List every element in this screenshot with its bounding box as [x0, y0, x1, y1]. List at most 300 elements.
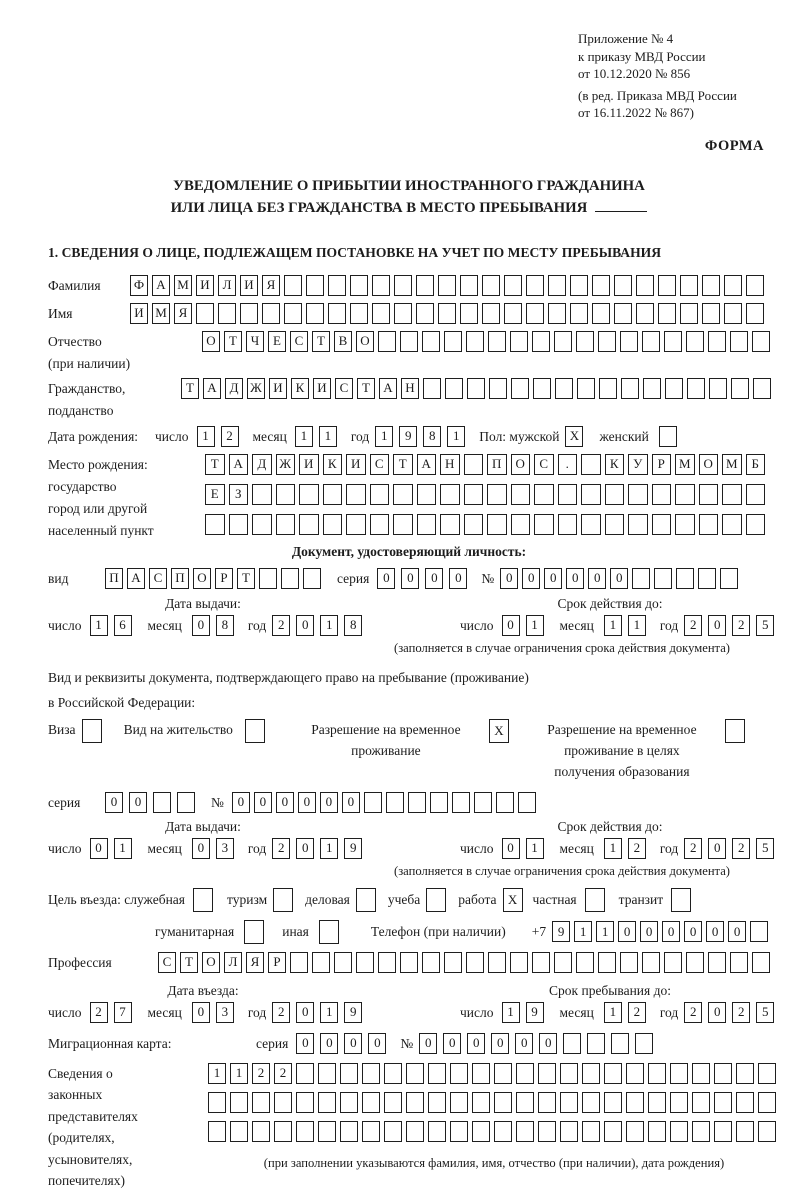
form-cell[interactable]: 0 — [192, 615, 210, 636]
form-cell[interactable] — [450, 1092, 468, 1113]
form-cell[interactable] — [362, 1121, 380, 1142]
id-issue-year-cells[interactable] — [272, 615, 368, 636]
form-cell[interactable] — [692, 1063, 710, 1084]
form-cell[interactable] — [708, 331, 726, 352]
form-cell[interactable] — [208, 1092, 226, 1113]
form-cell[interactable] — [428, 1063, 446, 1084]
form-cell[interactable] — [692, 1092, 710, 1113]
form-cell[interactable] — [364, 792, 382, 813]
form-cell[interactable] — [394, 303, 412, 324]
form-cell[interactable] — [722, 484, 742, 505]
form-cell[interactable] — [592, 275, 610, 296]
form-cell[interactable] — [318, 1063, 336, 1084]
form-cell[interactable] — [362, 1092, 380, 1113]
form-cell[interactable] — [153, 792, 171, 813]
form-cell[interactable] — [592, 303, 610, 324]
form-cell[interactable] — [386, 792, 404, 813]
form-cell[interactable]: Т — [181, 378, 199, 399]
form-cell[interactable] — [554, 331, 572, 352]
form-cell[interactable]: 2 — [732, 838, 750, 859]
form-cell[interactable] — [587, 1033, 605, 1054]
form-cell[interactable] — [450, 1063, 468, 1084]
purpose-transit-checkbox[interactable] — [671, 888, 695, 912]
form-cell[interactable]: Ф — [130, 275, 148, 296]
form-cell[interactable]: Л — [224, 952, 242, 973]
form-cell[interactable] — [753, 378, 771, 399]
form-cell[interactable] — [290, 952, 308, 973]
form-cell[interactable] — [680, 303, 698, 324]
form-cell[interactable]: 0 — [296, 615, 314, 636]
form-cell[interactable]: 0 — [640, 921, 658, 942]
stay-doc-series-cells[interactable] — [105, 792, 201, 813]
form-cell[interactable]: 8 — [423, 426, 441, 447]
form-cell[interactable] — [240, 303, 258, 324]
stay-valid-month-cells[interactable] — [604, 838, 652, 859]
form-cell[interactable] — [599, 378, 617, 399]
form-cell[interactable] — [466, 331, 484, 352]
form-cell[interactable] — [752, 331, 770, 352]
form-cell[interactable] — [350, 275, 368, 296]
form-cell[interactable]: 5 — [756, 1002, 774, 1023]
sex-male-checkbox[interactable] — [565, 426, 587, 447]
form-cell[interactable]: И — [269, 378, 287, 399]
form-cell[interactable] — [516, 1063, 534, 1084]
form-cell[interactable] — [323, 514, 343, 535]
stay-valid-year-cells[interactable] — [684, 838, 780, 859]
form-cell[interactable] — [582, 1092, 600, 1113]
form-cell[interactable]: О — [699, 454, 719, 475]
form-cell[interactable] — [372, 303, 390, 324]
form-cell[interactable] — [598, 952, 616, 973]
form-cell[interactable]: Н — [401, 378, 419, 399]
birth-place-cells-row1[interactable] — [205, 454, 769, 475]
form-cell[interactable]: 2 — [684, 838, 702, 859]
purpose-business-checkbox[interactable] — [356, 888, 380, 912]
form-cell[interactable]: 2 — [272, 615, 290, 636]
form-cell[interactable]: Е — [268, 331, 286, 352]
form-cell[interactable] — [384, 1121, 402, 1142]
form-cell[interactable]: 2 — [732, 615, 750, 636]
form-cell[interactable] — [460, 303, 478, 324]
form-cell[interactable]: 2 — [628, 838, 646, 859]
form-cell[interactable] — [752, 952, 770, 973]
form-cell[interactable] — [428, 1092, 446, 1113]
stay-issue-year-cells[interactable] — [272, 838, 368, 859]
form-cell[interactable]: М — [174, 275, 192, 296]
form-cell[interactable] — [422, 331, 440, 352]
visa-checkbox[interactable] — [82, 719, 106, 743]
form-cell[interactable]: 1 — [320, 838, 338, 859]
form-cell[interactable]: М — [675, 454, 695, 475]
form-cell[interactable] — [648, 1121, 666, 1142]
form-cell[interactable] — [632, 568, 650, 589]
form-cell[interactable] — [474, 792, 492, 813]
form-cell[interactable]: А — [417, 454, 437, 475]
form-cell[interactable] — [598, 331, 616, 352]
form-cell[interactable]: Т — [357, 378, 375, 399]
form-cell[interactable] — [230, 1121, 248, 1142]
residence-permit-checkbox[interactable] — [245, 719, 269, 743]
form-cell[interactable] — [394, 275, 412, 296]
form-cell[interactable]: А — [203, 378, 221, 399]
form-cell[interactable] — [205, 514, 225, 535]
stay-until-day-cells[interactable] — [502, 1002, 550, 1023]
form-cell[interactable]: Т — [224, 331, 242, 352]
form-cell[interactable] — [511, 484, 531, 505]
form-cell[interactable] — [406, 1092, 424, 1113]
form-cell[interactable] — [702, 303, 720, 324]
form-cell[interactable]: И — [313, 378, 331, 399]
form-cell[interactable] — [582, 1121, 600, 1142]
form-cell[interactable]: 2 — [684, 1002, 702, 1023]
form-cell[interactable]: 0 — [443, 1033, 461, 1054]
name-cells[interactable] — [130, 303, 768, 324]
form-cell[interactable]: 2 — [272, 1002, 290, 1023]
form-cell[interactable] — [340, 1092, 358, 1113]
form-cell[interactable] — [318, 1092, 336, 1113]
form-cell[interactable] — [581, 514, 601, 535]
form-cell[interactable] — [548, 275, 566, 296]
form-cell[interactable] — [709, 378, 727, 399]
form-cell[interactable]: Я — [262, 275, 280, 296]
form-cell[interactable] — [489, 378, 507, 399]
form-cell[interactable] — [516, 1092, 534, 1113]
form-cell[interactable] — [538, 1121, 556, 1142]
form-cell[interactable] — [676, 568, 694, 589]
form-cell[interactable] — [422, 952, 440, 973]
form-cell[interactable] — [730, 331, 748, 352]
form-cell[interactable] — [736, 1092, 754, 1113]
form-cell[interactable] — [526, 303, 544, 324]
form-cell[interactable] — [252, 514, 272, 535]
form-cell[interactable] — [534, 514, 554, 535]
stay-doc-number-cells[interactable] — [232, 792, 540, 813]
form-cell[interactable] — [736, 1121, 754, 1142]
form-cell[interactable]: 0 — [298, 792, 316, 813]
form-cell[interactable] — [440, 484, 460, 505]
form-cell[interactable]: 0 — [105, 792, 123, 813]
form-cell[interactable] — [274, 1092, 292, 1113]
form-cell[interactable] — [417, 484, 437, 505]
form-cell[interactable] — [560, 1063, 578, 1084]
entry-day-cells[interactable] — [90, 1002, 138, 1023]
form-cell[interactable] — [276, 514, 296, 535]
form-cell[interactable] — [642, 952, 660, 973]
form-cell[interactable] — [576, 952, 594, 973]
form-cell[interactable] — [177, 792, 195, 813]
form-cell[interactable] — [252, 1092, 270, 1113]
form-cell[interactable]: X — [503, 888, 523, 912]
form-cell[interactable] — [675, 514, 695, 535]
migration-number-cells[interactable] — [419, 1033, 659, 1054]
form-cell[interactable] — [487, 484, 507, 505]
form-cell[interactable]: И — [130, 303, 148, 324]
form-cell[interactable] — [274, 1121, 292, 1142]
form-cell[interactable]: 1 — [628, 615, 646, 636]
form-cell[interactable]: Я — [174, 303, 192, 324]
form-cell[interactable] — [252, 484, 272, 505]
form-cell[interactable]: 2 — [272, 838, 290, 859]
patronymic-cells[interactable] — [202, 331, 774, 352]
form-cell[interactable] — [659, 426, 677, 447]
form-cell[interactable] — [730, 952, 748, 973]
form-cell[interactable] — [444, 952, 462, 973]
form-cell[interactable] — [577, 378, 595, 399]
form-cell[interactable] — [604, 1121, 622, 1142]
form-cell[interactable] — [281, 568, 299, 589]
form-cell[interactable] — [670, 1121, 688, 1142]
id-valid-day-cells[interactable] — [502, 615, 550, 636]
form-cell[interactable] — [510, 331, 528, 352]
form-cell[interactable] — [218, 303, 236, 324]
form-cell[interactable] — [487, 514, 507, 535]
stay-valid-day-cells[interactable] — [502, 838, 550, 859]
form-cell[interactable] — [472, 1063, 490, 1084]
form-cell[interactable]: Б — [746, 454, 766, 475]
form-cell[interactable]: 2 — [732, 1002, 750, 1023]
form-cell[interactable] — [303, 568, 321, 589]
birth-month-cells[interactable] — [295, 426, 343, 447]
stay-issue-day-cells[interactable] — [90, 838, 138, 859]
form-cell[interactable]: 0 — [610, 568, 628, 589]
form-cell[interactable] — [193, 888, 213, 912]
form-cell[interactable] — [643, 378, 661, 399]
purpose-private-checkbox[interactable] — [585, 888, 609, 912]
form-cell[interactable]: 0 — [684, 921, 702, 942]
temp-residence-checkbox[interactable] — [489, 719, 513, 743]
form-cell[interactable] — [262, 303, 280, 324]
form-cell[interactable]: Т — [312, 331, 330, 352]
form-cell[interactable]: 1 — [375, 426, 393, 447]
form-cell[interactable] — [604, 1063, 622, 1084]
form-cell[interactable] — [555, 378, 573, 399]
form-cell[interactable] — [628, 484, 648, 505]
form-cell[interactable] — [416, 303, 434, 324]
form-cell[interactable]: 1 — [197, 426, 215, 447]
form-cell[interactable] — [581, 454, 601, 475]
form-cell[interactable]: 0 — [618, 921, 636, 942]
form-cell[interactable] — [724, 303, 742, 324]
form-cell[interactable] — [614, 275, 632, 296]
form-cell[interactable] — [340, 1063, 358, 1084]
form-cell[interactable]: 0 — [425, 568, 443, 589]
form-cell[interactable] — [430, 792, 448, 813]
form-cell[interactable]: 2 — [221, 426, 239, 447]
form-cell[interactable] — [296, 1092, 314, 1113]
form-cell[interactable]: 1 — [604, 838, 622, 859]
form-cell[interactable]: 5 — [756, 838, 774, 859]
birth-place-cells-row2[interactable] — [205, 484, 769, 505]
form-cell[interactable]: З — [229, 484, 249, 505]
form-cell[interactable] — [230, 1092, 248, 1113]
form-cell[interactable]: 2 — [252, 1063, 270, 1084]
form-cell[interactable]: Р — [652, 454, 672, 475]
form-cell[interactable]: 0 — [377, 568, 395, 589]
form-cell[interactable]: 0 — [662, 921, 680, 942]
form-cell[interactable] — [758, 1092, 776, 1113]
form-cell[interactable] — [675, 484, 695, 505]
form-cell[interactable]: 0 — [419, 1033, 437, 1054]
form-cell[interactable]: 1 — [526, 615, 544, 636]
form-cell[interactable]: Е — [205, 484, 225, 505]
form-cell[interactable] — [534, 484, 554, 505]
id-issue-day-cells[interactable] — [90, 615, 138, 636]
form-cell[interactable]: 0 — [566, 568, 584, 589]
form-cell[interactable]: А — [152, 275, 170, 296]
form-cell[interactable] — [417, 514, 437, 535]
form-cell[interactable] — [698, 568, 716, 589]
representatives-cells-row3[interactable] — [208, 1121, 780, 1142]
form-cell[interactable] — [328, 275, 346, 296]
form-cell[interactable] — [229, 514, 249, 535]
form-cell[interactable] — [482, 303, 500, 324]
form-cell[interactable]: 0 — [522, 568, 540, 589]
phone-cells[interactable] — [552, 921, 772, 942]
form-cell[interactable] — [722, 514, 742, 535]
form-cell[interactable] — [423, 378, 441, 399]
form-cell[interactable]: П — [171, 568, 189, 589]
form-cell[interactable]: 0 — [708, 615, 726, 636]
representatives-cells-row1[interactable] — [208, 1063, 780, 1084]
form-cell[interactable] — [472, 1092, 490, 1113]
form-cell[interactable]: 9 — [344, 838, 362, 859]
form-cell[interactable]: X — [565, 426, 583, 447]
form-cell[interactable]: 6 — [114, 615, 132, 636]
form-cell[interactable] — [548, 303, 566, 324]
form-cell[interactable] — [284, 275, 302, 296]
stay-until-year-cells[interactable] — [684, 1002, 780, 1023]
form-cell[interactable]: 0 — [491, 1033, 509, 1054]
id-valid-month-cells[interactable] — [604, 615, 652, 636]
form-cell[interactable] — [273, 888, 293, 912]
form-cell[interactable] — [284, 303, 302, 324]
form-cell[interactable]: 2 — [90, 1002, 108, 1023]
form-cell[interactable] — [708, 952, 726, 973]
form-cell[interactable] — [464, 514, 484, 535]
form-cell[interactable]: Ч — [246, 331, 264, 352]
form-cell[interactable] — [560, 1092, 578, 1113]
form-cell[interactable] — [699, 514, 719, 535]
form-cell[interactable] — [306, 275, 324, 296]
form-cell[interactable] — [196, 303, 214, 324]
form-cell[interactable]: А — [127, 568, 145, 589]
form-cell[interactable]: 1 — [230, 1063, 248, 1084]
form-cell[interactable] — [736, 1063, 754, 1084]
form-cell[interactable]: 1 — [502, 1002, 520, 1023]
form-cell[interactable]: Т — [393, 454, 413, 475]
form-cell[interactable] — [426, 888, 446, 912]
form-cell[interactable] — [416, 275, 434, 296]
form-cell[interactable]: 0 — [401, 568, 419, 589]
form-cell[interactable]: О — [356, 331, 374, 352]
form-cell[interactable] — [692, 1121, 710, 1142]
form-cell[interactable]: 3 — [216, 1002, 234, 1023]
form-cell[interactable]: У — [628, 454, 648, 475]
form-cell[interactable]: 0 — [342, 792, 360, 813]
form-cell[interactable]: 7 — [114, 1002, 132, 1023]
form-cell[interactable]: 0 — [276, 792, 294, 813]
form-cell[interactable] — [680, 275, 698, 296]
form-cell[interactable]: О — [202, 331, 220, 352]
form-cell[interactable] — [642, 331, 660, 352]
form-cell[interactable] — [665, 378, 683, 399]
form-cell[interactable]: 0 — [500, 568, 518, 589]
form-cell[interactable] — [518, 792, 536, 813]
form-cell[interactable] — [82, 719, 102, 743]
form-cell[interactable] — [245, 719, 265, 743]
form-cell[interactable]: К — [323, 454, 343, 475]
form-cell[interactable]: Т — [237, 568, 255, 589]
form-cell[interactable]: 1 — [604, 1002, 622, 1023]
form-cell[interactable] — [400, 331, 418, 352]
form-cell[interactable]: 0 — [296, 1002, 314, 1023]
form-cell[interactable]: 1 — [295, 426, 313, 447]
form-cell[interactable]: 2 — [628, 1002, 646, 1023]
form-cell[interactable] — [725, 719, 745, 743]
birth-place-cells-row3[interactable] — [205, 514, 769, 535]
form-cell[interactable] — [406, 1063, 424, 1084]
form-cell[interactable] — [532, 952, 550, 973]
form-cell[interactable] — [516, 1121, 534, 1142]
form-cell[interactable]: 1 — [596, 921, 614, 942]
form-cell[interactable]: 0 — [449, 568, 467, 589]
form-cell[interactable] — [670, 1063, 688, 1084]
form-cell[interactable]: 3 — [216, 838, 234, 859]
form-cell[interactable] — [714, 1092, 732, 1113]
form-cell[interactable] — [636, 303, 654, 324]
form-cell[interactable] — [671, 888, 691, 912]
form-cell[interactable]: 0 — [254, 792, 272, 813]
form-cell[interactable]: 0 — [192, 1002, 210, 1023]
form-cell[interactable] — [438, 303, 456, 324]
form-cell[interactable] — [494, 1063, 512, 1084]
form-cell[interactable] — [464, 454, 484, 475]
form-cell[interactable] — [699, 484, 719, 505]
form-cell[interactable] — [652, 484, 672, 505]
form-cell[interactable] — [652, 514, 672, 535]
title-blank-line[interactable] — [595, 198, 647, 212]
form-cell[interactable] — [533, 378, 551, 399]
form-cell[interactable] — [400, 952, 418, 973]
form-cell[interactable]: 1 — [604, 615, 622, 636]
form-cell[interactable] — [581, 484, 601, 505]
form-cell[interactable]: С — [290, 331, 308, 352]
form-cell[interactable] — [408, 792, 426, 813]
form-cell[interactable]: Р — [268, 952, 286, 973]
form-cell[interactable] — [626, 1092, 644, 1113]
form-cell[interactable] — [384, 1063, 402, 1084]
form-cell[interactable]: Ж — [247, 378, 265, 399]
form-cell[interactable] — [340, 1121, 358, 1142]
form-cell[interactable]: 0 — [90, 838, 108, 859]
form-cell[interactable]: Т — [205, 454, 225, 475]
form-cell[interactable] — [296, 1063, 314, 1084]
form-cell[interactable] — [664, 952, 682, 973]
edu-residence-checkbox[interactable] — [725, 719, 749, 743]
form-cell[interactable] — [658, 275, 676, 296]
form-cell[interactable] — [511, 378, 529, 399]
form-cell[interactable]: 0 — [232, 792, 250, 813]
form-cell[interactable]: И — [196, 275, 214, 296]
form-cell[interactable]: О — [193, 568, 211, 589]
form-cell[interactable] — [496, 792, 514, 813]
form-cell[interactable] — [560, 1121, 578, 1142]
form-cell[interactable]: 1 — [447, 426, 465, 447]
form-cell[interactable] — [658, 303, 676, 324]
form-cell[interactable] — [494, 1121, 512, 1142]
citizenship-cells[interactable] — [181, 378, 775, 399]
form-cell[interactable]: 1 — [526, 838, 544, 859]
